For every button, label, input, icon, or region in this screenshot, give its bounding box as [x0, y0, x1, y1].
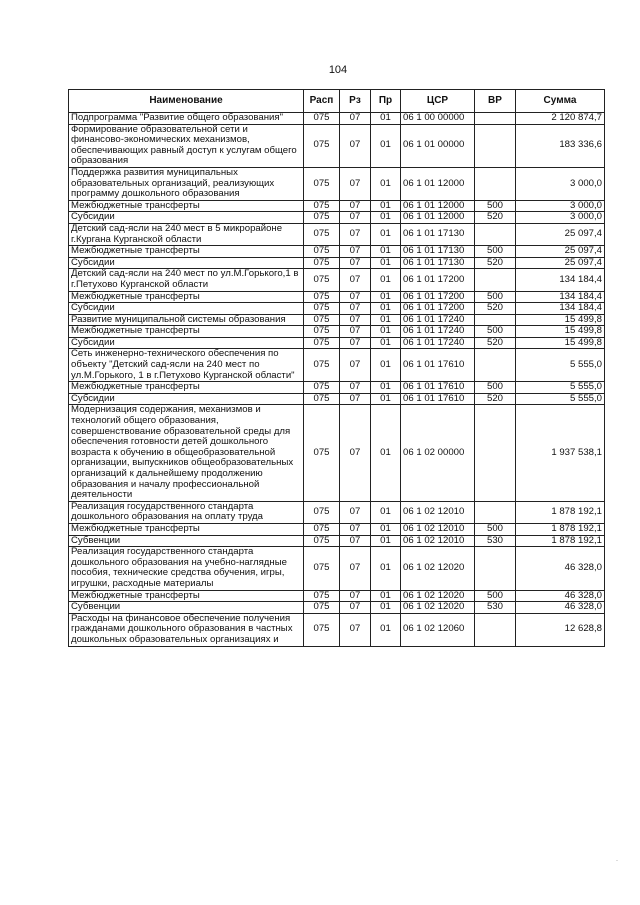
cell-pr: 01 [371, 523, 401, 535]
cell-name: Межбюджетные трансферты [69, 246, 304, 258]
cell-rz: 07 [340, 405, 371, 501]
cell-sum: 25 097,4 [516, 223, 605, 245]
cell-sum: 183 336,6 [516, 124, 605, 167]
table-row [69, 167, 605, 200]
cell-rz: 07 [340, 314, 371, 326]
cell-csr: 06 1 01 12000 [401, 167, 475, 200]
table-row [69, 326, 605, 338]
cell-sum: 15 499,8 [516, 337, 605, 349]
cell-rz: 07 [340, 337, 371, 349]
cell-csr: 06 1 02 12010 [401, 535, 475, 547]
cell-rasp: 075 [304, 223, 340, 245]
cell-rasp: 075 [304, 200, 340, 212]
cell-rasp: 075 [304, 246, 340, 258]
cell-name: Реализация государственного стандарта дошкольного образования на оплату труда [69, 501, 304, 523]
cell-pr: 01 [371, 501, 401, 523]
cell-vr [475, 613, 516, 646]
cell-vr: 500 [475, 200, 516, 212]
table-row [69, 291, 605, 303]
cell-pr: 01 [371, 405, 401, 501]
cell-sum: 12 628,8 [516, 613, 605, 646]
cell-sum: 5 555,0 [516, 382, 605, 394]
cell-sum: 134 184,4 [516, 303, 605, 315]
cell-rasp: 075 [304, 113, 340, 125]
header-sum: Сумма [516, 90, 605, 113]
cell-vr: 500 [475, 382, 516, 394]
cell-vr: 520 [475, 303, 516, 315]
table-row [69, 257, 605, 269]
table-row [69, 405, 605, 501]
cell-rasp: 075 [304, 314, 340, 326]
cell-rz: 07 [340, 393, 371, 405]
cell-pr: 01 [371, 246, 401, 258]
cell-rz: 07 [340, 269, 371, 291]
cell-rasp: 075 [304, 167, 340, 200]
cell-vr [475, 269, 516, 291]
cell-rasp: 075 [304, 523, 340, 535]
cell-rasp: 075 [304, 590, 340, 602]
cell-name: Субсидии [69, 303, 304, 315]
cell-vr: 500 [475, 523, 516, 535]
cell-pr: 01 [371, 613, 401, 646]
cell-pr: 01 [371, 269, 401, 291]
cell-name: Межбюджетные трансферты [69, 200, 304, 212]
cell-rz: 07 [340, 200, 371, 212]
table-row [69, 246, 605, 258]
cell-rz: 07 [340, 501, 371, 523]
cell-rz: 07 [340, 602, 371, 614]
cell-pr: 01 [371, 393, 401, 405]
cell-rz: 07 [340, 547, 371, 590]
cell-pr: 01 [371, 291, 401, 303]
cell-csr: 06 1 01 17130 [401, 246, 475, 258]
scan-mark: · [616, 858, 618, 864]
cell-rasp: 075 [304, 291, 340, 303]
cell-vr [475, 349, 516, 382]
cell-pr: 01 [371, 602, 401, 614]
cell-rz: 07 [340, 113, 371, 125]
cell-rz: 07 [340, 124, 371, 167]
cell-name: Модернизация содержания, механизмов и технологий общего образования, совершенствование образовательной среды для обеспечения готовности детей дошкольного возраста к обучению в общеобразовательной организации, выпускников общеобразовательных организаций к дальнейшему продолжению образования и началу профессиональной деятельности [69, 405, 304, 501]
cell-rasp: 075 [304, 269, 340, 291]
cell-vr [475, 113, 516, 125]
cell-pr: 01 [371, 303, 401, 315]
cell-rz: 07 [340, 349, 371, 382]
cell-csr: 06 1 01 17240 [401, 326, 475, 338]
cell-rz: 07 [340, 212, 371, 224]
cell-rasp: 075 [304, 405, 340, 501]
cell-name: Субсидии [69, 337, 304, 349]
cell-rasp: 075 [304, 257, 340, 269]
cell-csr: 06 1 01 17610 [401, 382, 475, 394]
cell-rasp: 075 [304, 602, 340, 614]
cell-csr: 06 1 00 00000 [401, 113, 475, 125]
table-row [69, 523, 605, 535]
cell-vr [475, 223, 516, 245]
cell-csr: 06 1 02 12020 [401, 602, 475, 614]
cell-csr: 06 1 01 17610 [401, 393, 475, 405]
table-body [69, 113, 605, 647]
cell-vr: 500 [475, 326, 516, 338]
table-row [69, 547, 605, 590]
cell-vr [475, 501, 516, 523]
cell-name: Субсидии [69, 257, 304, 269]
cell-rasp: 075 [304, 501, 340, 523]
cell-pr: 01 [371, 113, 401, 125]
cell-name: Субсидии [69, 393, 304, 405]
cell-sum: 1 878 192,1 [516, 535, 605, 547]
cell-csr: 06 1 02 12010 [401, 523, 475, 535]
cell-vr [475, 124, 516, 167]
header-vr: ВР [475, 90, 516, 113]
cell-name: Детский сад-ясли на 240 мест по ул.М.Горького,1 в г.Петухово Курганской области [69, 269, 304, 291]
table-row [69, 590, 605, 602]
cell-sum: 15 499,8 [516, 314, 605, 326]
cell-vr [475, 547, 516, 590]
table-row [69, 393, 605, 405]
cell-name: Межбюджетные трансферты [69, 590, 304, 602]
table-header-row [69, 90, 605, 113]
cell-name: Подпрограмма "Развитие общего образования" [69, 113, 304, 125]
table-row [69, 303, 605, 315]
cell-rz: 07 [340, 326, 371, 338]
cell-pr: 01 [371, 590, 401, 602]
table-row [69, 382, 605, 394]
cell-vr: 520 [475, 337, 516, 349]
cell-vr: 500 [475, 291, 516, 303]
cell-pr: 01 [371, 326, 401, 338]
cell-csr: 06 1 01 17130 [401, 223, 475, 245]
cell-sum: 25 097,4 [516, 257, 605, 269]
cell-pr: 01 [371, 200, 401, 212]
cell-rz: 07 [340, 590, 371, 602]
cell-pr: 01 [371, 257, 401, 269]
header-pr: Пр [371, 90, 401, 113]
cell-rz: 07 [340, 257, 371, 269]
cell-rasp: 075 [304, 124, 340, 167]
cell-rz: 07 [340, 535, 371, 547]
cell-csr: 06 1 01 17240 [401, 314, 475, 326]
cell-sum: 134 184,4 [516, 291, 605, 303]
cell-rasp: 075 [304, 547, 340, 590]
cell-sum: 15 499,8 [516, 326, 605, 338]
header-csr: ЦСР [401, 90, 475, 113]
cell-csr: 06 1 01 17200 [401, 291, 475, 303]
cell-vr [475, 314, 516, 326]
header-rasp: Расп [304, 90, 340, 113]
table-row [69, 223, 605, 245]
cell-name: Детский сад-ясли на 240 мест в 5 микрорайоне г.Кургана Курганской области [69, 223, 304, 245]
page-number: 104 [328, 64, 348, 76]
cell-csr: 06 1 01 00000 [401, 124, 475, 167]
cell-sum: 3 000,0 [516, 200, 605, 212]
cell-rz: 07 [340, 613, 371, 646]
cell-vr: 520 [475, 212, 516, 224]
cell-sum: 2 120 874,7 [516, 113, 605, 125]
cell-vr: 530 [475, 535, 516, 547]
cell-csr: 06 1 02 12060 [401, 613, 475, 646]
cell-csr: 06 1 01 17200 [401, 269, 475, 291]
cell-rz: 07 [340, 167, 371, 200]
cell-csr: 06 1 02 12020 [401, 590, 475, 602]
cell-vr [475, 405, 516, 501]
cell-name: Расходы на финансовое обеспечение получения гражданами дошкольного образования в частных дошкольных образовательных организациях и [69, 613, 304, 646]
cell-sum: 1 878 192,1 [516, 501, 605, 523]
cell-vr: 500 [475, 590, 516, 602]
cell-name: Субвенции [69, 602, 304, 614]
cell-sum: 5 555,0 [516, 349, 605, 382]
cell-sum: 46 328,0 [516, 547, 605, 590]
budget-table [68, 89, 605, 647]
cell-rz: 07 [340, 523, 371, 535]
cell-pr: 01 [371, 314, 401, 326]
table-row [69, 269, 605, 291]
cell-vr [475, 167, 516, 200]
cell-csr: 06 1 01 12000 [401, 200, 475, 212]
cell-rasp: 075 [304, 382, 340, 394]
cell-sum: 1 878 192,1 [516, 523, 605, 535]
cell-rasp: 075 [304, 613, 340, 646]
cell-rz: 07 [340, 223, 371, 245]
table-row [69, 124, 605, 167]
table-row [69, 602, 605, 614]
header-rz: Рз [340, 90, 371, 113]
table-row [69, 113, 605, 125]
cell-sum: 3 000,0 [516, 212, 605, 224]
cell-sum: 3 000,0 [516, 167, 605, 200]
cell-name: Поддержка развития муниципальных образовательных организаций, реализующих программу дошкольного образования [69, 167, 304, 200]
table-row [69, 349, 605, 382]
cell-sum: 25 097,4 [516, 246, 605, 258]
cell-rz: 07 [340, 303, 371, 315]
table-row [69, 613, 605, 646]
cell-pr: 01 [371, 167, 401, 200]
cell-vr: 520 [475, 393, 516, 405]
cell-rasp: 075 [304, 337, 340, 349]
cell-rasp: 075 [304, 303, 340, 315]
cell-pr: 01 [371, 382, 401, 394]
cell-csr: 06 1 01 17240 [401, 337, 475, 349]
cell-vr: 520 [475, 257, 516, 269]
table-row [69, 501, 605, 523]
table-row [69, 212, 605, 224]
cell-sum: 134 184,4 [516, 269, 605, 291]
cell-rz: 07 [340, 246, 371, 258]
cell-csr: 06 1 01 17200 [401, 303, 475, 315]
cell-name: Реализация государственного стандарта дошкольного образования на учебно-наглядные пособия, технические средства обучения, игры, игрушки, расходные материалы [69, 547, 304, 590]
table-row [69, 314, 605, 326]
cell-pr: 01 [371, 547, 401, 590]
cell-csr: 06 1 02 00000 [401, 405, 475, 501]
cell-name: Межбюджетные трансферты [69, 291, 304, 303]
cell-rasp: 075 [304, 212, 340, 224]
cell-rasp: 075 [304, 349, 340, 382]
cell-rasp: 075 [304, 393, 340, 405]
cell-name: Субвенции [69, 535, 304, 547]
cell-name: Межбюджетные трансферты [69, 382, 304, 394]
cell-rz: 07 [340, 382, 371, 394]
cell-sum: 1 937 538,1 [516, 405, 605, 501]
cell-name: Межбюджетные трансферты [69, 523, 304, 535]
cell-name: Развитие муниципальной системы образования [69, 314, 304, 326]
cell-csr: 06 1 02 12010 [401, 501, 475, 523]
cell-pr: 01 [371, 212, 401, 224]
cell-pr: 01 [371, 124, 401, 167]
cell-csr: 06 1 01 17610 [401, 349, 475, 382]
table-row [69, 337, 605, 349]
cell-csr: 06 1 01 12000 [401, 212, 475, 224]
table-row [69, 200, 605, 212]
cell-pr: 01 [371, 223, 401, 245]
cell-sum: 46 328,0 [516, 590, 605, 602]
cell-csr: 06 1 02 12020 [401, 547, 475, 590]
cell-csr: 06 1 01 17130 [401, 257, 475, 269]
cell-rz: 07 [340, 291, 371, 303]
cell-pr: 01 [371, 349, 401, 382]
cell-rasp: 075 [304, 326, 340, 338]
cell-vr: 500 [475, 246, 516, 258]
cell-rasp: 075 [304, 535, 340, 547]
cell-name: Межбюджетные трансферты [69, 326, 304, 338]
cell-name: Сеть инженерно-технического обеспечения по объекту "Детский сад-ясли на 240 мест по ул.М.Горького, 1 в г.Петухово Курганской области" [69, 349, 304, 382]
table-row [69, 535, 605, 547]
cell-sum: 5 555,0 [516, 393, 605, 405]
cell-name: Субсидии [69, 212, 304, 224]
cell-name: Формирование образовательной сети и финансово-экономических механизмов, обеспечивающих равный доступ к услугам общего образования [69, 124, 304, 167]
cell-pr: 01 [371, 337, 401, 349]
header-name: Наименование [69, 90, 304, 113]
cell-pr: 01 [371, 535, 401, 547]
cell-sum: 46 328,0 [516, 602, 605, 614]
cell-vr: 530 [475, 602, 516, 614]
